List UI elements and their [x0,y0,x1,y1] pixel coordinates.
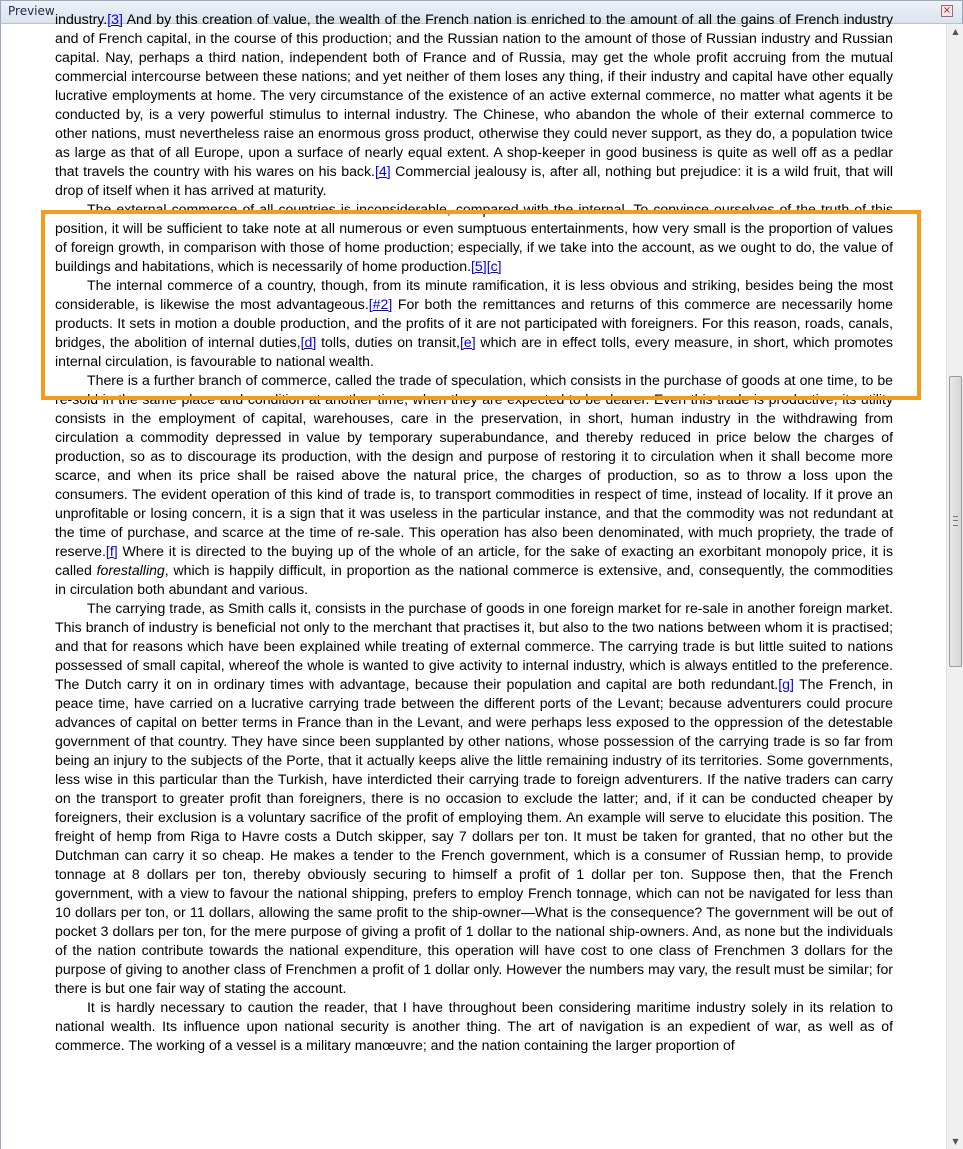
footnote-link[interactable]: [#2] [368,296,393,312]
text-run: And by this creation of value, the wealth of the French nation is enriched to the amount of all the gains of French industry and of French capital, in the course of this production; and the Russian nation to the amount of those of Russian industry and Russian capital. Nay, perhaps a third nation, independent both of France and of Russia, may get the whole profit accruing from the mutual commercial intercourse between these nations; and yet neither of them loses any thing, if their industry and capital have other equally lucrative employments at home. The very circumstance of the existence of an active external commerce, no matter what agents it be conducted by, is a very powerful stimulus to internal industry. The Chinese, who abandon the whole of their external commerce to other nations, must nevertheless raise an enormous gross product, otherwise they could never support, as they do, a population twice as large as that of all Europe, upon a surface of nearly equal extent. A shop-keeper in good business is quite as well off as a pedlar that travels the country with his wares on his back. [55,11,893,179]
scrollbar-thumb[interactable] [949,376,962,667]
text-run: The internal commerce of a country, though, from its minute ramification, it is less obvious and striking, besides being the most considerable, is likewise the most advantageous. [55,277,893,312]
text-run: It is hardly necessary to caution the reader, that I have throughout been considering maritime industry solely in its relation to national wealth. Its influence upon national security is another thing. The art of navigation is an expedient of war, as well as of commerce. The working of a vessel is a military manœuvre; and the nation containing the larger proportion of [55,999,893,1053]
footnote-link[interactable]: [3] [107,11,123,27]
vertical-scrollbar[interactable] [946,24,963,1149]
paragraph [55,276,893,371]
grip-icon [953,516,958,526]
text-run: industry. [55,11,108,27]
paragraph [55,599,893,998]
scroll-up-arrow-icon[interactable]: ▲ [952,27,959,36]
paragraph [55,200,893,276]
text-run: The carrying trade, as Smith calls it, consists in the purchase of goods in one foreign market for re-sale in another foreign market. This branch of industry is beneficial not only to the merchant that practises it, but also to the two nations between whom it is practised; and that for reasons which have been explained while treating of external commerce. The carrying trade is but little suited to nations possessed of small capital, whereof the whole is wanted to give activity to internal industry, which is always entitled to the preference. The Dutch carry it on in ordinary times with advantage, because their population and capital are both redundant. [55,600,893,692]
close-button[interactable] [941,5,953,17]
paragraph [55,10,893,200]
text-run: , which is happily difficult, in proportion as the national commerce is extensive, and, consequently, the commodities in circulation both abundant and various. [55,562,893,597]
footnote-link[interactable]: [g] [778,676,794,692]
document-text [55,10,893,1055]
text-run: which are in effect tolls, every measure, in short, which promotes internal circulation, is favourable to national wealth. [55,334,893,369]
text-run: Commercial jealousy is, after all, nothing but prejudice: it is a wild fruit, that will drop of itself when it has arrived at maturity. [55,163,893,198]
footnote-link[interactable]: [d] [300,334,317,350]
footnote-link[interactable]: [f] [105,543,118,559]
text-run: There is a further branch of commerce, called the trade of speculation, which consists in the purchase of goods at one time, to be re-sold in the same place and condition at another time, when they are expected to be dearer. Even this trade is productive; its utility consists in the employment of capital, warehouses, care in the preservation, in short, human industry in the withdrawing from circulation a commodity depressed in value by temporary superabundance, and thereby reduced in price below the charges of production, so as to discourage its production, with the design and purpose of restoring it to circulation when it shall become more scarce, and when its price shall be raised above the natural price, the charges of production, so as to throw a loss upon the consumers. The evident operation of this kind of trade is, to transport commodities in respect of time, instead of locality. If it prove an unprofitable or losing concern, it is a sign that it was useless in the particular instance, and that the commodity was not redundant at the time of purchase, and scarce at the time of re-sale. This operation has also been denominated, with much propriety, the trade of reserve. [55,372,893,559]
footnote-link[interactable]: [e] [459,334,476,350]
text-run: tolls, duties on transit, [316,334,460,350]
scroll-down-arrow-icon[interactable]: ▼ [952,1137,959,1146]
footnote-link[interactable]: [c] [486,258,502,274]
text-run: The external commerce of all countries is inconsiderable, compared with the internal. To convince ourselves of the truth of this position, it will be sufficient to take note at all numerous or even sumptuous entertainments, how very small is the proportion of values of foreign growth, in comparison with those of home production; especially, if we take into the account, as we ought to do, the value of buildings and habitations, which is necessarily of home production. [55,201,893,274]
text-run: Where it is directed to the buying up of the whole of an article, for the sake of exacting an exorbitant monopoly price, it is called [55,543,893,578]
text-run: The French, in peace time, have carried on a lucrative carrying trade between the different ports of the Levant; because adventurers could procure advances of capital on better terms in France than in the Levant, and were perhaps less exposed to the oppression of the detestable government of that country. They have since been supplanted by other nations, whose possession of the carrying trade is so far from being an injury to the subjects of the Porte, that it actually keeps alive the little remaining industry of its territories. Some governments, less wise in this particular than the Turkish, have interdicted their carrying trade to foreign adventurers. If the native traders can carry on the transport to greater profit than foreigners, there is no occasion to exclude the latter; and, if it can be conducted cheaper by foreigners, their exclusion is a voluntary sacrifice of the profit of employing them. An example will serve to elucidate this position. The freight of hemp from Riga to Havre costs a Dutch skipper, say 7 dollars per ton. It must be taken for granted, that no other but the Dutchman can carry it so cheap. He makes a tender to the French government, which is a consumer of Russian hemp, to provide tonnage at 8 dollars per ton, thereby obviously securing to himself a profit of 1 dollar per ton. Suppose then, that the French government, with a view to favour the national shipping, prefers to employ French tonnage, which can not be navigated for less than 10 dollars per ton, or 11 dollars, allowing the same profit to the ship-owner—What is the consequence? The government will be out of pocket 3 dollars per ton, for the mere purpose of giving a profit of 1 dollar to the national ship-owners. And, as none but the individuals of the nation contribute towards the national expenditure, this operation will have cost to one class of Frenchmen 3 dollars for the purpose of giving to another class of Frenchmen a profit of 1 dollar only. However the numbers may vary, the result must be similar; for there is but one fair way of stating the account. [55,676,893,996]
footnote-link[interactable]: [4] [374,163,391,179]
paragraph [55,371,893,599]
paragraph [55,998,893,1055]
italic-term: forestalling [96,562,165,578]
footnote-link[interactable]: [5] [471,258,487,274]
close-icon: × [942,5,952,16]
window-title: Preview [8,4,55,18]
text-run: For both the remittances and returns of this commerce are necessarily home products. It sets in motion a double production, and the profits of it are not participated with foreigners. For this reason, roads, canals, bridges, the abolition of internal duties, [55,296,893,350]
